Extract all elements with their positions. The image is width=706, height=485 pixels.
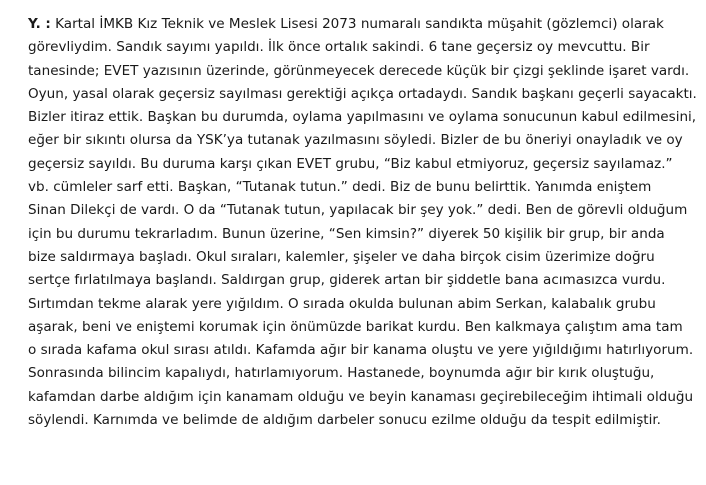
text-line-18: söylendi. Karnımda ve belimde de aldığım darbeler sonucu ezilme olduğu da tespit edilmiştir. [28, 412, 661, 429]
text-line-17: kafamdan darbe aldığım için kanamam olduğu ve beyin kanaması geçirebileceğim ihtimali olduğu [28, 388, 694, 405]
text-line-6: eğer bir sıkıntı olursa da YSK’ya tutanak yazılmasını söyledi. Bizler de bu öneriyi onayladık ve oy [28, 132, 683, 149]
text-line-15: o sırada kafama okul sırası atıldı. Kafamda ağır bir kanama oluştu ve yere yığıldığımı hatırlıyorum. [28, 342, 694, 359]
text-line-12: sertçe fırlatılmaya başlandı. Saldırgan grup, giderek artan bir şiddetle bana acımasızca vurdu. [28, 272, 666, 289]
text-line-8: vb. cümleler sarf etti. Başkan, “Tutanak tutun.” dedi. Biz de bunu belirttik. Yanımda eniştem [28, 179, 652, 196]
text-line-3: tanesinde; EVET yazısının üzerinde, görünmeyecek derecede küçük bir çizgi şeklinde işaret vardı. [28, 62, 690, 79]
text-line-10: için bu durumu tekrarladım. Bunun üzerine, “Sen kimsin?” diyerek 50 kişilik bir grup, bir anda [28, 225, 665, 242]
text-line-1-body: Kartal İMKB Kız Teknik ve Meslek Lisesi 2073 numaralı sandıkta müşahit (gözlemci) olarak [50, 16, 664, 32]
text-line-4: Oyun, yasal olarak geçersiz sayılması gerektiği açıkça ortadaydı. Sandık başkanı geçerli sayacaktı. [28, 85, 697, 102]
text-line-7: geçersiz sayıldı. Bu duruma karşı çıkan EVET grubu, “Biz kabul etmiyoruz, geçersiz sayılamaz.” [28, 155, 673, 172]
text-line-16: Sonrasında bilincim kapalıydı, hatırlamıyorum. Hastanede, boynumda ağır bir kırık oluştuğu, [28, 365, 655, 382]
speaker-label: Y. : [28, 16, 51, 32]
text-line-5: Bizler itiraz ettik. Başkan bu durumda, oylama yapılmasını ve oylama sonucunun kabul edilmesini, [28, 109, 697, 126]
text-line-13: Sırtımdan tekme alarak yere yığıldım. O sırada okulda bulunan abim Serkan, kalabalık grubu [28, 295, 656, 312]
text-line-2: görevliydim. Sandık sayımı yapıldı. İlk önce ortalık sakindi. 6 tane geçersiz oy mevcuttu. Bir [28, 39, 650, 56]
text-line-9: Sinan Dilekçi de vardı. O da “Tutanak tutun, yapılacak bir şey yok.” dedi. Ben de görevli olduğum [28, 202, 688, 219]
testimony-text-block [28, 13, 704, 432]
text-line-14: aşarak, beni ve eniştemi korumak için önümüzde barikat kurdu. Ben kalkmaya çalıştım ama tam [28, 318, 683, 335]
text-line-1 [28, 13, 704, 36]
text-line-11: bize saldırmaya başladı. Okul sıraları, kalemler, şişeler ve daha birçok cisim üzerimize doğru [28, 248, 655, 265]
